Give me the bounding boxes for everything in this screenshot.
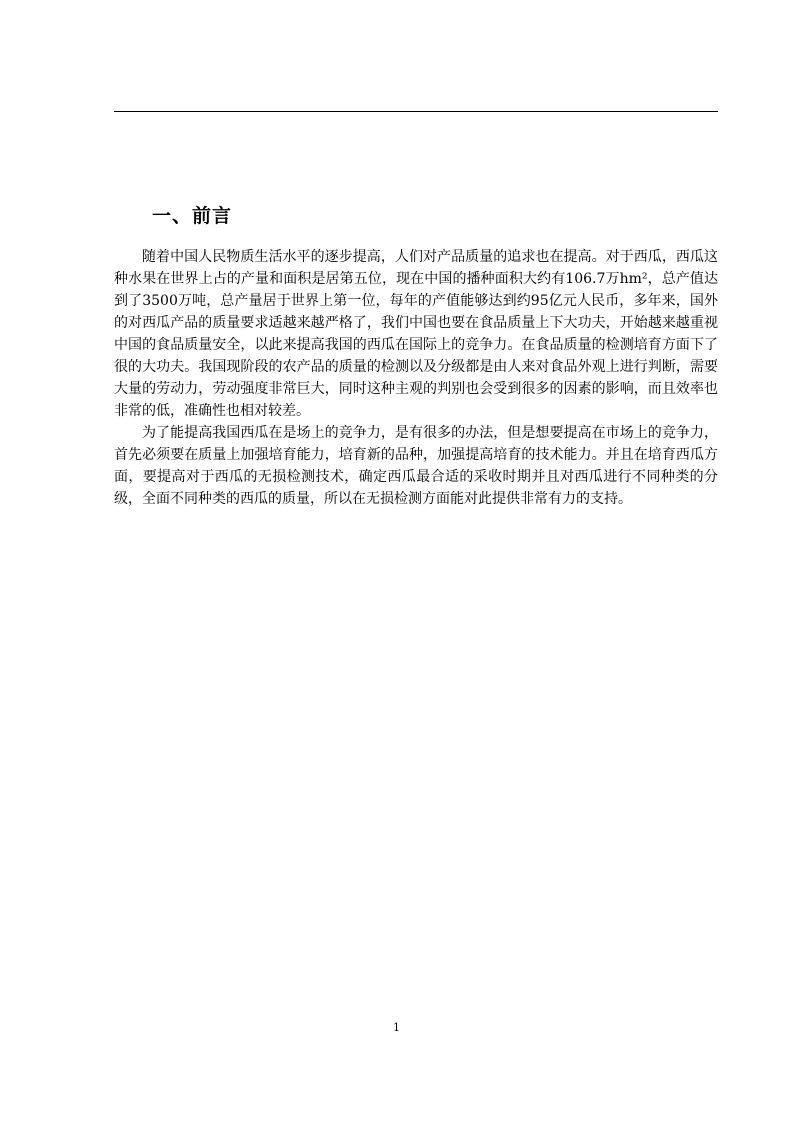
section-heading: 一、前言 [152,204,233,227]
body-text [114,246,718,510]
paragraph-1: 随着中国人民物质生活水平的逐步提高，人们对产品质量的追求也在提高。对于西瓜，西瓜这种水果在世界上占的产量和面积是居第五位，现在中国的播种面积大约有106.7万hm²，总产值达到了3500万吨，总产量居于世界上第一位，每年的产值能够达到约95亿元人民币，多年来，国外的对西瓜产品的质量要求适越来越严格了，我们中国也要在食品质量上下大功夫，开始越来越重视中国的食品质量安全，以此来提高我国的西瓜在国际上的竞争力。在食品质量的检测培育方面下了很的大功夫。我国现阶段的农产品的质量的检测以及分级都是由人来对食品外观上进行判断，需要大量的劳动力，劳动强度非常巨大，同时这种主观的判别也会受到很多的因素的影响，而且效率也非常的低，准确性也相对较差。 [114,249,718,419]
page-number: 1 [393,1021,400,1034]
paragraph-2: 为了能提高我国西瓜在是场上的竞争力，是有很多的办法，但是想要提高在市场上的竞争力，首先必须要在质量上加强培育能力，培育新的品种，加强提高培育的技术能力。并且在培育西瓜方面，要提高对于西瓜的无损检测技术，确定西瓜最合适的采收时期并且对西瓜进行不同种类的分级，全面不同种类的西瓜的质量，所以在无损检测方面能对此提供非常有力的支持。 [114,425,718,507]
header-rule [114,111,718,112]
